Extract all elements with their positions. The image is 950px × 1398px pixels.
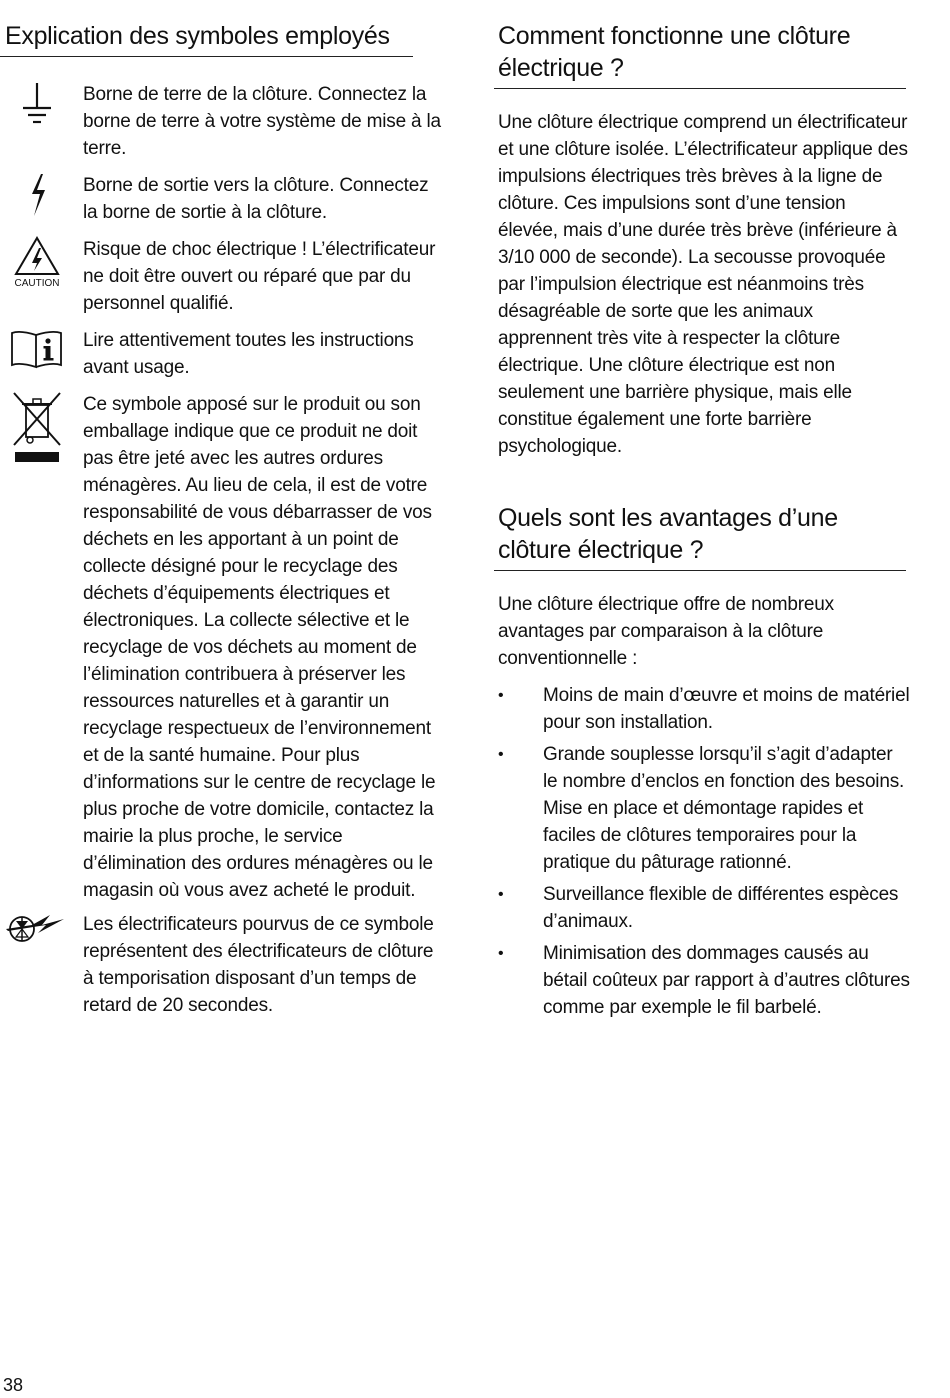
symbol-row-timer xyxy=(0,911,440,1023)
symbols-heading: Explication des symboles employés xyxy=(5,22,390,50)
list-item xyxy=(498,682,910,736)
info-book-icon xyxy=(6,327,68,376)
caution-icon xyxy=(6,236,68,295)
timer-lightning-icon xyxy=(2,911,64,952)
symbol-text-output: Borne de sortie vers la clôture. Connectez la borne de sortie à la clôture. xyxy=(83,175,429,223)
symbol-row-instructions xyxy=(0,327,440,383)
bullet-marker: • xyxy=(498,687,504,704)
symbol-row-caution xyxy=(0,236,440,318)
list-item xyxy=(498,940,910,1021)
symbol-text-caution: Risque de choc électrique ! L’électrificateur ne doit être ouvert ou réparé que par du personnel qualifié. xyxy=(83,239,436,314)
weee-bin-icon xyxy=(6,391,68,468)
symbol-row-weee xyxy=(0,391,440,903)
symbol-row-ground xyxy=(0,81,440,163)
symbol-text-timer: Les électrificateurs pourvus de ce symbole représentent des électrificateurs de clôture à temporisation disposant d’un temps de retard de 20 secondes. xyxy=(83,914,434,1016)
how-it-works-heading: Comment fonctionne une clôture électrique ? xyxy=(498,22,851,82)
caution-label: CAUTION xyxy=(14,278,60,289)
list-item-text: Grande souplesse lorsqu’il s’agit d’adapter le nombre d’enclos en fonction des besoins. Mise en place et démontage rapides et faciles de clôtures temporaires pour la pratique du pâturage rationné. xyxy=(543,744,905,873)
how-it-works-rule xyxy=(494,88,906,89)
advantages-heading: Quels sont les avantages d’une clôture électrique ? xyxy=(498,504,838,564)
list-item-text: Moins de main d’œuvre et moins de matériel pour son installation. xyxy=(543,685,910,733)
symbol-text-weee: Ce symbole apposé sur le produit ou son emballage indique que ce produit ne doit pas être jeté avec les autres ordures ménagères. Au lieu de cela, il est de votre responsabilité de vous débarrasser de vos déchets en les apportant à un point de collecte désigné pour le recyclage des déchets d’équipements électriques et électroniques. La collecte sélective et le recyclage de vos déchets au moment de l’élimination contribuera à préserver les ressources naturelles et à garantir un recyclage respectueux de l’environnement et de la santé humaine. Pour plus d’informations sur le centre de recyclage le plus proche de votre domicile, contactez la mairie la plus proche, le service d’élimination des ordures ménagères ou le magasin où vous avez acheté le produit. xyxy=(83,394,436,901)
symbol-text-instructions: Lire attentivement toutes les instructions avant usage. xyxy=(83,330,414,378)
list-item-text: Surveillance flexible de différentes espèces d’animaux. xyxy=(543,884,899,932)
how-it-works-body: Une clôture électrique comprend un électrificateur et une clôture isolée. L’électrificateur applique des impulsions électriques très brèves à la ligne de clôture. Ces impulsions sont d’une tension élevée, mais d’une durée très brève (inférieure à 3/10 000 de seconde). La secousse provoquée par l’impulsion électrique est néanmoins très désagréable de sorte que les animaux apprennent très vite à respecter la clôture électrique. Une clôture électrique est non seulement une barrière physique, mais elle constitue également une forte barrière psychologique. xyxy=(498,112,908,457)
list-item xyxy=(498,881,910,935)
ground-icon xyxy=(6,81,68,136)
bullet-marker: • xyxy=(498,746,504,763)
bullet-marker: • xyxy=(498,886,504,903)
heading-rule xyxy=(0,56,413,57)
list-item-text: Minimisation des dommages causés au bétail coûteux par rapport à d’autres clôtures comme par exemple le fil barbelé. xyxy=(543,943,910,1018)
advantages-rule xyxy=(494,570,906,571)
symbol-row-output xyxy=(0,172,440,228)
advantages-intro: Une clôture électrique offre de nombreux avantages par comparaison à la clôture conventionnelle : xyxy=(498,594,834,669)
list-item xyxy=(498,741,910,876)
lightning-icon xyxy=(6,172,68,223)
symbol-text-ground: Borne de terre de la clôture. Connectez la borne de terre à votre système de mise à la terre. xyxy=(83,84,441,159)
bullet-marker: • xyxy=(498,945,504,962)
page-number: 38 xyxy=(3,1375,24,1395)
advantages-list xyxy=(498,682,910,1026)
